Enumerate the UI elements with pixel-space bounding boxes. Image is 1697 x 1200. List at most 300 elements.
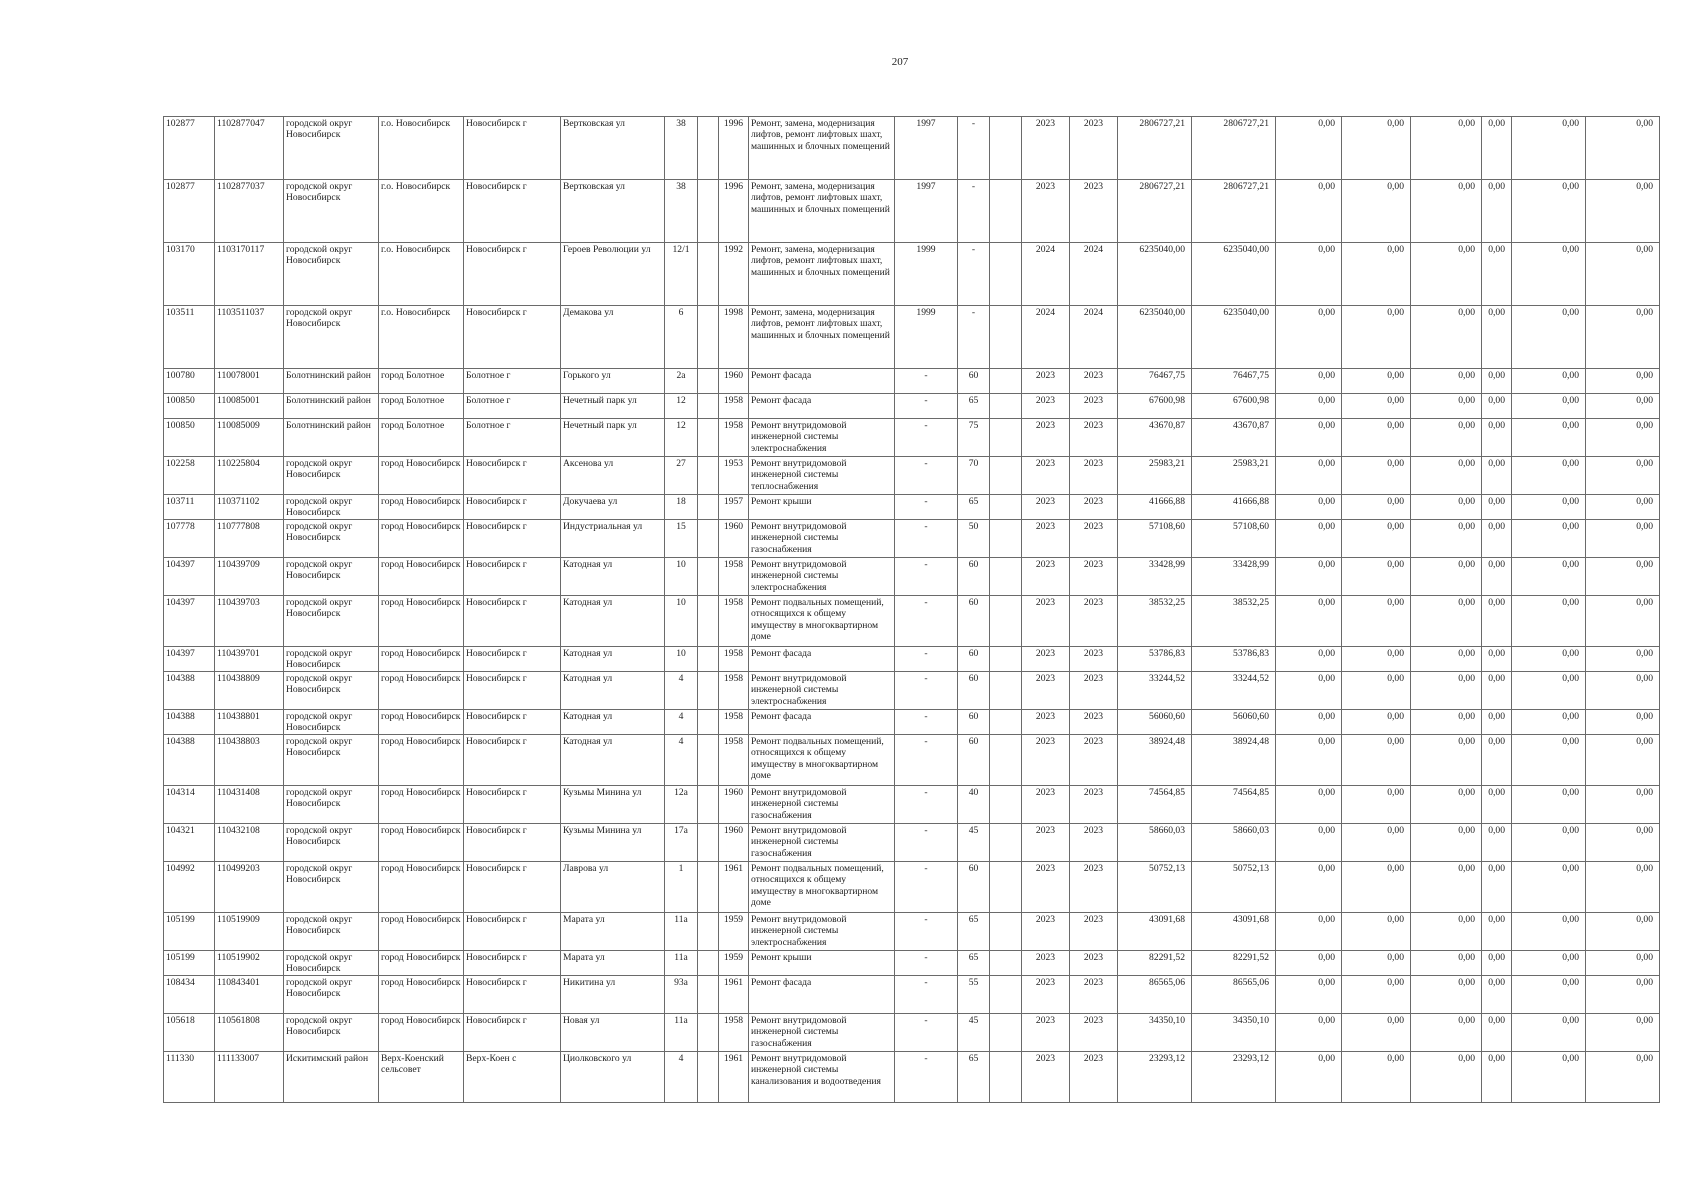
cell-house-code: 102877 (164, 117, 215, 180)
cell-cost-col-3: 0,00 (1411, 786, 1482, 824)
cell-house-number: 10 (665, 647, 698, 672)
cell-municipal-district: городской округ Новосибирск (284, 596, 379, 647)
cell-cost-col-3: 0,00 (1411, 862, 1482, 913)
cell-cost-col-3: 0,00 (1411, 824, 1482, 862)
table-row (164, 672, 1660, 710)
cell-municipal-district: городской округ Новосибирск (284, 913, 379, 951)
cell-house-number: 27 (665, 457, 698, 495)
cell-planned-end-year: 2023 (1070, 913, 1118, 951)
cell-house-number: 18 (665, 495, 698, 520)
cell-planned-start-year: 2023 (1022, 520, 1070, 558)
cell-cost-col-1: 0,00 (1276, 457, 1342, 495)
cell-cost-col-1: 0,00 (1276, 951, 1342, 976)
cell-planned-end-year: 2023 (1070, 647, 1118, 672)
cell-building (698, 558, 719, 596)
cell-building (698, 862, 719, 913)
cell-settlement: город Новосибирск (379, 862, 464, 913)
cell-house-number: 11а (665, 1014, 698, 1052)
cell-settlement: город Болотное (379, 369, 464, 394)
cell-municipal-district: городской округ Новосибирск (284, 558, 379, 596)
cell-element-code: 110085001 (215, 394, 284, 419)
cell-blank (990, 596, 1022, 647)
cell-street: Циолковского ул (561, 1052, 665, 1103)
cell-cost-col-1: 0,00 (1276, 558, 1342, 596)
cell-locality: Новосибирск г (464, 457, 561, 495)
cell-planned-end-year: 2023 (1070, 495, 1118, 520)
cell-blank (990, 306, 1022, 369)
cell-cost-col-1: 0,00 (1276, 495, 1342, 520)
cell-element-code: 110438809 (215, 672, 284, 710)
cell-cost-col-2: 0,00 (1342, 369, 1411, 394)
cell-locality: Новосибирск г (464, 786, 561, 824)
cell-planned-start-year: 2023 (1022, 951, 1070, 976)
cell-blank (990, 419, 1022, 457)
cell-element-code: 110438803 (215, 735, 284, 786)
cell-blank (990, 243, 1022, 306)
cell-locality: Новосибирск г (464, 180, 561, 243)
cell-locality: Новосибирск г (464, 824, 561, 862)
cell-house-code: 103711 (164, 495, 215, 520)
cell-planned-start-year: 2023 (1022, 672, 1070, 710)
table-row (164, 369, 1660, 394)
cell-planned-end-year: 2023 (1070, 117, 1118, 180)
cell-construction-year: 1960 (719, 786, 749, 824)
cell-repair-year: - (895, 786, 958, 824)
cell-cost-col-2: 0,00 (1342, 976, 1411, 1014)
cell-planned-end-year: 2023 (1070, 710, 1118, 735)
cell-total-cost: 25983,21 (1118, 457, 1192, 495)
cell-building (698, 1014, 719, 1052)
cell-municipal-district: Болотнинский район (284, 369, 379, 394)
cell-cost-col-2: 0,00 (1342, 520, 1411, 558)
cell-cost-col-3: 0,00 (1411, 672, 1482, 710)
cell-cost-col-6: 0,00 (1586, 180, 1660, 243)
cell-house-number: 4 (665, 672, 698, 710)
cell-element-code: 110439703 (215, 596, 284, 647)
table-row (164, 306, 1660, 369)
cell-street: Марата ул (561, 951, 665, 976)
cell-municipal-district: городской округ Новосибирск (284, 710, 379, 735)
cell-cost-col-3: 0,00 (1411, 647, 1482, 672)
cell-house-number: 38 (665, 117, 698, 180)
cell-cost-col-2: 0,00 (1342, 710, 1411, 735)
cell-building (698, 1052, 719, 1103)
cell-work-type: Ремонт фасада (749, 976, 895, 1014)
cell-cost-col-3: 0,00 (1411, 117, 1482, 180)
cell-blank (990, 558, 1022, 596)
cell-settlement: город Новосибирск (379, 495, 464, 520)
cell-work-type: Ремонт внутридомовой инженерной системы газоснабжения (749, 520, 895, 558)
cell-construction-year: 1958 (719, 710, 749, 735)
cell-work-type: Ремонт, замена, модернизация лифтов, ремонт лифтовых шахт, машинных и блочных помещений (749, 180, 895, 243)
cell-wear-percent: 60 (958, 862, 990, 913)
cell-cost-col-3: 0,00 (1411, 495, 1482, 520)
cell-street: Горького ул (561, 369, 665, 394)
cell-cost-col-2: 0,00 (1342, 913, 1411, 951)
cell-locality: Новосибирск г (464, 976, 561, 1014)
cell-cost-col-1: 0,00 (1276, 394, 1342, 419)
cell-repair-year: - (895, 862, 958, 913)
cell-cost-fund: 41666,88 (1192, 495, 1276, 520)
cell-house-code: 104397 (164, 647, 215, 672)
cell-cost-fund: 33428,99 (1192, 558, 1276, 596)
cell-street: Никитина ул (561, 976, 665, 1014)
page-number: 207 (891, 56, 909, 68)
cell-building (698, 951, 719, 976)
cell-cost-col-5: 0,00 (1512, 243, 1586, 306)
cell-cost-col-6: 0,00 (1586, 369, 1660, 394)
cell-construction-year: 1958 (719, 394, 749, 419)
cell-cost-col-5: 0,00 (1512, 913, 1586, 951)
cell-repair-year: - (895, 369, 958, 394)
cell-house-code: 104388 (164, 735, 215, 786)
cell-cost-col-5: 0,00 (1512, 647, 1586, 672)
cell-cost-col-2: 0,00 (1342, 117, 1411, 180)
cell-repair-year: - (895, 710, 958, 735)
cell-repair-year: - (895, 419, 958, 457)
cell-cost-col-6: 0,00 (1586, 394, 1660, 419)
cell-settlement: город Новосибирск (379, 735, 464, 786)
cell-total-cost: 50752,13 (1118, 862, 1192, 913)
table-row (164, 951, 1660, 976)
cell-cost-fund: 56060,60 (1192, 710, 1276, 735)
cell-building (698, 710, 719, 735)
cell-locality: Новосибирск г (464, 735, 561, 786)
cell-cost-col-1: 0,00 (1276, 419, 1342, 457)
cell-cost-fund: 25983,21 (1192, 457, 1276, 495)
cell-total-cost: 2806727,21 (1118, 180, 1192, 243)
cell-construction-year: 1958 (719, 596, 749, 647)
cell-total-cost: 6235040,00 (1118, 243, 1192, 306)
cell-cost-fund: 2806727,21 (1192, 180, 1276, 243)
cell-cost-col-5: 0,00 (1512, 596, 1586, 647)
cell-total-cost: 38532,25 (1118, 596, 1192, 647)
cell-cost-col-1: 0,00 (1276, 672, 1342, 710)
cell-element-code: 1103511037 (215, 306, 284, 369)
cell-street: Катодная ул (561, 735, 665, 786)
cell-house-code: 105618 (164, 1014, 215, 1052)
cell-planned-end-year: 2023 (1070, 1052, 1118, 1103)
cell-planned-start-year: 2023 (1022, 457, 1070, 495)
cell-construction-year: 1958 (719, 735, 749, 786)
cell-municipal-district: городской округ Новосибирск (284, 243, 379, 306)
cell-cost-col-3: 0,00 (1411, 180, 1482, 243)
cell-planned-end-year: 2023 (1070, 735, 1118, 786)
cell-blank (990, 520, 1022, 558)
cell-cost-col-6: 0,00 (1586, 913, 1660, 951)
cell-planned-start-year: 2023 (1022, 862, 1070, 913)
cell-element-code: 110438801 (215, 710, 284, 735)
cell-repair-year: 1999 (895, 243, 958, 306)
cell-work-type: Ремонт, замена, модернизация лифтов, ремонт лифтовых шахт, машинных и блочных помещений (749, 306, 895, 369)
cell-blank (990, 369, 1022, 394)
cell-house-number: 12а (665, 786, 698, 824)
cell-planned-end-year: 2023 (1070, 369, 1118, 394)
cell-cost-col-6: 0,00 (1586, 862, 1660, 913)
cell-cost-col-3: 0,00 (1411, 1014, 1482, 1052)
cell-house-code: 104321 (164, 824, 215, 862)
cell-blank (990, 951, 1022, 976)
cell-total-cost: 43091,68 (1118, 913, 1192, 951)
cell-cost-fund: 82291,52 (1192, 951, 1276, 976)
cell-blank (990, 117, 1022, 180)
cell-work-type: Ремонт внутридомовой инженерной системы канализования и водоотведения (749, 1052, 895, 1103)
cell-municipal-district: городской округ Новосибирск (284, 306, 379, 369)
table-row (164, 735, 1660, 786)
cell-cost-col-5: 0,00 (1512, 824, 1586, 862)
cell-cost-col-3: 0,00 (1411, 951, 1482, 976)
cell-cost-col-2: 0,00 (1342, 243, 1411, 306)
cell-repair-year: - (895, 824, 958, 862)
cell-settlement: г.о. Новосибирск (379, 180, 464, 243)
cell-building (698, 596, 719, 647)
cell-blank (990, 913, 1022, 951)
cell-work-type: Ремонт внутридомовой инженерной системы теплоснабжения (749, 457, 895, 495)
cell-element-code: 110439709 (215, 558, 284, 596)
cell-building (698, 672, 719, 710)
cell-total-cost: 33244,52 (1118, 672, 1192, 710)
cell-house-number: 11а (665, 951, 698, 976)
cell-planned-start-year: 2023 (1022, 1052, 1070, 1103)
cell-construction-year: 1996 (719, 117, 749, 180)
cell-cost-col-6: 0,00 (1586, 520, 1660, 558)
cell-work-type: Ремонт внутридомовой инженерной системы газоснабжения (749, 824, 895, 862)
cell-wear-percent: 65 (958, 913, 990, 951)
cell-wear-percent: 60 (958, 596, 990, 647)
cell-house-number: 1 (665, 862, 698, 913)
cell-settlement: город Болотное (379, 394, 464, 419)
cell-work-type: Ремонт крыши (749, 951, 895, 976)
cell-cost-col-5: 0,00 (1512, 306, 1586, 369)
cell-cost-fund: 6235040,00 (1192, 306, 1276, 369)
cell-cost-col-5: 0,00 (1512, 1014, 1586, 1052)
cell-element-code: 110431408 (215, 786, 284, 824)
cell-street: Вертковская ул (561, 180, 665, 243)
cell-planned-start-year: 2023 (1022, 710, 1070, 735)
cell-wear-percent: - (958, 243, 990, 306)
cell-total-cost: 82291,52 (1118, 951, 1192, 976)
cell-construction-year: 1958 (719, 558, 749, 596)
cell-element-code: 110225804 (215, 457, 284, 495)
cell-cost-col-4: 0,00 (1482, 457, 1512, 495)
cell-element-code: 111133007 (215, 1052, 284, 1103)
cell-cost-col-1: 0,00 (1276, 913, 1342, 951)
cell-municipal-district: Искитимский район (284, 1052, 379, 1103)
cell-building (698, 394, 719, 419)
cell-locality: Новосибирск г (464, 862, 561, 913)
cell-street: Кузьмы Минина ул (561, 786, 665, 824)
cell-cost-col-4: 0,00 (1482, 672, 1512, 710)
cell-cost-col-1: 0,00 (1276, 1014, 1342, 1052)
cell-planned-start-year: 2023 (1022, 1014, 1070, 1052)
table-row (164, 520, 1660, 558)
cell-cost-fund: 58660,03 (1192, 824, 1276, 862)
cell-cost-col-4: 0,00 (1482, 786, 1512, 824)
cell-cost-col-1: 0,00 (1276, 180, 1342, 243)
cell-cost-col-5: 0,00 (1512, 735, 1586, 786)
cell-construction-year: 1960 (719, 824, 749, 862)
cell-construction-year: 1961 (719, 1052, 749, 1103)
cell-total-cost: 57108,60 (1118, 520, 1192, 558)
cell-cost-col-5: 0,00 (1512, 710, 1586, 735)
cell-cost-col-4: 0,00 (1482, 419, 1512, 457)
cell-building (698, 369, 719, 394)
cell-repair-year: - (895, 976, 958, 1014)
cell-house-number: 2а (665, 369, 698, 394)
cell-building (698, 243, 719, 306)
cell-house-number: 6 (665, 306, 698, 369)
cell-work-type: Ремонт подвальных помещений, относящихся к общему имуществу в многоквартирном доме (749, 596, 895, 647)
cell-planned-end-year: 2024 (1070, 243, 1118, 306)
cell-cost-col-4: 0,00 (1482, 243, 1512, 306)
cell-settlement: г.о. Новосибирск (379, 243, 464, 306)
cell-cost-col-6: 0,00 (1586, 976, 1660, 1014)
cell-street: Катодная ул (561, 710, 665, 735)
cell-house-code: 104388 (164, 672, 215, 710)
repair-register-table (163, 116, 1660, 1103)
cell-blank (990, 824, 1022, 862)
cell-wear-percent: 60 (958, 735, 990, 786)
cell-locality: Новосибирск г (464, 647, 561, 672)
cell-locality: Новосибирск г (464, 672, 561, 710)
cell-locality: Болотное г (464, 419, 561, 457)
cell-repair-year: - (895, 520, 958, 558)
cell-building (698, 913, 719, 951)
cell-building (698, 419, 719, 457)
cell-planned-start-year: 2023 (1022, 786, 1070, 824)
cell-planned-start-year: 2023 (1022, 419, 1070, 457)
cell-street: Демакова ул (561, 306, 665, 369)
cell-planned-start-year: 2024 (1022, 306, 1070, 369)
cell-municipal-district: городской округ Новосибирск (284, 117, 379, 180)
cell-locality: Болотное г (464, 394, 561, 419)
cell-planned-end-year: 2024 (1070, 306, 1118, 369)
cell-planned-end-year: 2023 (1070, 558, 1118, 596)
cell-settlement: город Новосибирск (379, 786, 464, 824)
cell-element-code: 110085009 (215, 419, 284, 457)
cell-construction-year: 1959 (719, 951, 749, 976)
cell-wear-percent: 65 (958, 394, 990, 419)
cell-building (698, 495, 719, 520)
cell-settlement: г.о. Новосибирск (379, 306, 464, 369)
cell-street: Героев Революции ул (561, 243, 665, 306)
cell-cost-fund: 43670,87 (1192, 419, 1276, 457)
cell-settlement: город Болотное (379, 419, 464, 457)
cell-wear-percent: 40 (958, 786, 990, 824)
cell-cost-col-4: 0,00 (1482, 824, 1512, 862)
cell-wear-percent: 45 (958, 824, 990, 862)
cell-house-number: 12 (665, 394, 698, 419)
cell-cost-col-6: 0,00 (1586, 735, 1660, 786)
cell-cost-col-6: 0,00 (1586, 1052, 1660, 1103)
cell-house-code: 111330 (164, 1052, 215, 1103)
cell-element-code: 1102877037 (215, 180, 284, 243)
cell-work-type: Ремонт подвальных помещений, относящихся к общему имуществу в многоквартирном доме (749, 862, 895, 913)
cell-wear-percent: 60 (958, 647, 990, 672)
cell-settlement: город Новосибирск (379, 976, 464, 1014)
cell-street: Катодная ул (561, 647, 665, 672)
cell-settlement: город Новосибирск (379, 520, 464, 558)
cell-cost-col-5: 0,00 (1512, 976, 1586, 1014)
cell-locality: Новосибирск г (464, 495, 561, 520)
cell-repair-year: 1997 (895, 117, 958, 180)
cell-cost-col-6: 0,00 (1586, 824, 1660, 862)
cell-blank (990, 786, 1022, 824)
cell-cost-col-2: 0,00 (1342, 862, 1411, 913)
cell-cost-col-6: 0,00 (1586, 558, 1660, 596)
cell-municipal-district: городской округ Новосибирск (284, 495, 379, 520)
cell-cost-fund: 34350,10 (1192, 1014, 1276, 1052)
cell-repair-year: - (895, 457, 958, 495)
cell-work-type: Ремонт фасада (749, 647, 895, 672)
cell-cost-col-1: 0,00 (1276, 369, 1342, 394)
table-row (164, 913, 1660, 951)
cell-total-cost: 23293,12 (1118, 1052, 1192, 1103)
cell-planned-start-year: 2023 (1022, 117, 1070, 180)
table-row (164, 710, 1660, 735)
cell-planned-start-year: 2023 (1022, 913, 1070, 951)
cell-street: Докучаева ул (561, 495, 665, 520)
cell-total-cost: 67600,98 (1118, 394, 1192, 419)
cell-locality: Новосибирск г (464, 710, 561, 735)
cell-construction-year: 1992 (719, 243, 749, 306)
cell-cost-col-1: 0,00 (1276, 520, 1342, 558)
cell-cost-col-1: 0,00 (1276, 596, 1342, 647)
cell-element-code: 110519902 (215, 951, 284, 976)
table-row (164, 419, 1660, 457)
cell-planned-end-year: 2023 (1070, 824, 1118, 862)
cell-municipal-district: городской округ Новосибирск (284, 457, 379, 495)
cell-municipal-district: городской округ Новосибирск (284, 824, 379, 862)
cell-element-code: 1102877047 (215, 117, 284, 180)
cell-street: Аксенова ул (561, 457, 665, 495)
cell-street: Индустриальная ул (561, 520, 665, 558)
cell-cost-col-5: 0,00 (1512, 520, 1586, 558)
cell-cost-col-4: 0,00 (1482, 1052, 1512, 1103)
cell-cost-col-3: 0,00 (1411, 913, 1482, 951)
cell-repair-year: - (895, 495, 958, 520)
cell-blank (990, 495, 1022, 520)
cell-blank (990, 1052, 1022, 1103)
cell-building (698, 647, 719, 672)
cell-cost-col-4: 0,00 (1482, 394, 1512, 419)
cell-wear-percent: 50 (958, 520, 990, 558)
cell-cost-col-4: 0,00 (1482, 735, 1512, 786)
cell-cost-col-5: 0,00 (1512, 117, 1586, 180)
table-row (164, 1014, 1660, 1052)
cell-house-code: 100780 (164, 369, 215, 394)
cell-element-code: 110777808 (215, 520, 284, 558)
cell-construction-year: 1998 (719, 306, 749, 369)
cell-municipal-district: городской округ Новосибирск (284, 672, 379, 710)
cell-cost-col-5: 0,00 (1512, 369, 1586, 394)
cell-cost-col-3: 0,00 (1411, 394, 1482, 419)
cell-planned-end-year: 2023 (1070, 419, 1118, 457)
cell-construction-year: 1958 (719, 647, 749, 672)
cell-cost-col-2: 0,00 (1342, 419, 1411, 457)
cell-construction-year: 1959 (719, 913, 749, 951)
cell-work-type: Ремонт подвальных помещений, относящихся к общему имуществу в многоквартирном доме (749, 735, 895, 786)
cell-element-code: 110078001 (215, 369, 284, 394)
cell-locality: Новосибирск г (464, 520, 561, 558)
cell-cost-col-1: 0,00 (1276, 786, 1342, 824)
cell-construction-year: 1953 (719, 457, 749, 495)
table-row (164, 394, 1660, 419)
cell-cost-col-1: 0,00 (1276, 735, 1342, 786)
cell-cost-col-1: 0,00 (1276, 976, 1342, 1014)
cell-blank (990, 672, 1022, 710)
cell-settlement: город Новосибирск (379, 647, 464, 672)
